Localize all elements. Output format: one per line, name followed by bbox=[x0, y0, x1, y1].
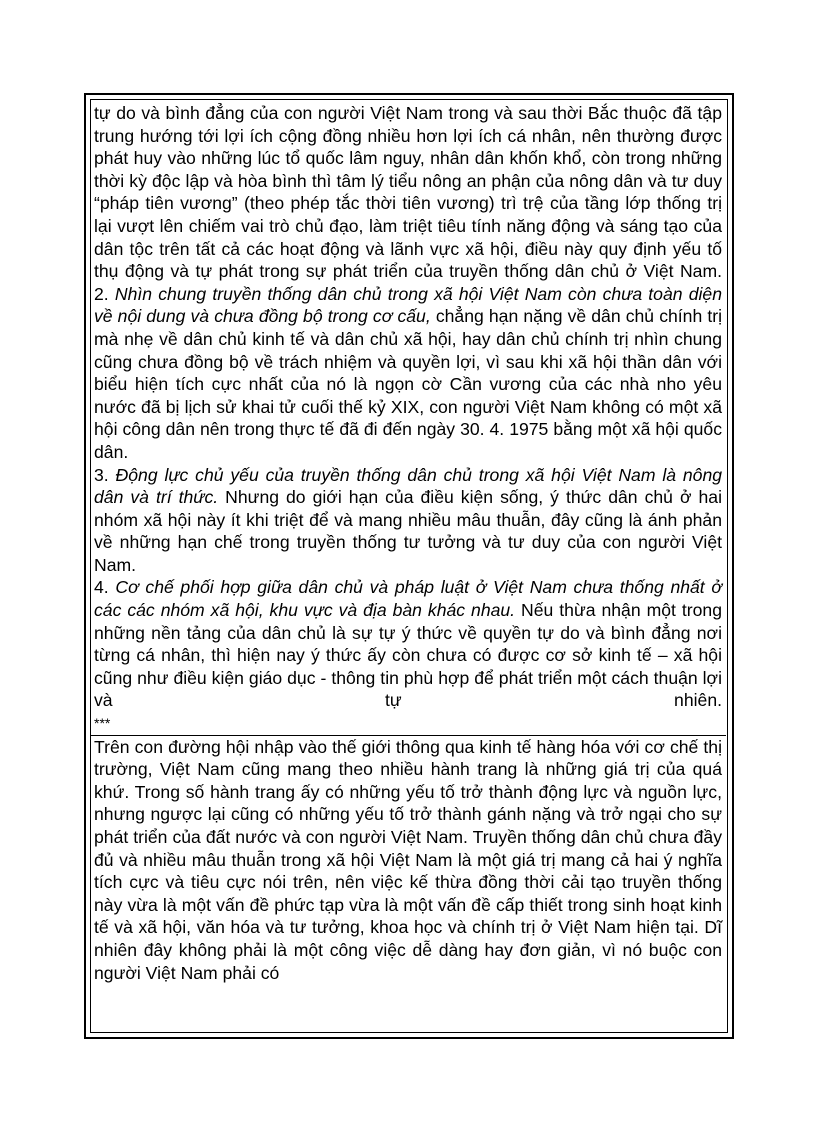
paragraph-4-text: Nếu thừa nhận một trong những nền tảng của dân chủ là sự tự ý thức về quyền tự do và bình đẳng nơi từng cá nhân, thì hiện nay ý thức ấy còn chưa có được cơ sở kinh tế – xã hội cũng như điều kiện giáo dục - thông tin phù hợp để phát triển một cách thuận lợi và tự nhiên. bbox=[94, 600, 722, 711]
paragraph-4-heading: Cơ chế phối hợp giữa dân chủ và pháp luật ở Việt Nam chưa thống nhất ở các các nhóm xã hội, khu vực và địa bàn khác nhau. bbox=[94, 577, 723, 621]
paragraph-3 bbox=[94, 464, 722, 577]
paragraph-2 bbox=[94, 283, 722, 464]
paragraph-3-heading: Động lực chủ yếu của truyền thống dân chủ trong xã hội Việt Nam là nông dân và trí thức. bbox=[94, 464, 723, 508]
paragraph-4 bbox=[94, 576, 722, 712]
paragraph-2-number: 2. bbox=[94, 283, 109, 304]
section-separator: *** bbox=[94, 715, 111, 732]
paragraph-3-number: 3. bbox=[94, 464, 109, 485]
document-body bbox=[94, 102, 722, 984]
paragraph-4-number: 4. bbox=[94, 577, 109, 598]
paragraph-2-text: chẳng hạn nặng về dân chủ chính trị mà nhẹ về dân chủ kinh tế và dân chủ xã hội, hay dân chủ chính trị nhìn chung cũng chưa đồng bộ về trách nhiệm và quyền lợi, vì sau khi xã hội thần dân với biểu hiện tích cực nhất của nó là ngọn cờ Cần vương của các nhà nho yêu nước đã bị lịch sử khai tử cuối thế kỷ XIX, con người Việt Nam không có một xã hội công dân nên trong thực tế đã đi đến ngày 30. 4. 1975 bằng một xã hội quốc dân. bbox=[94, 306, 722, 462]
paragraph-2-heading: Nhìn chung truyền thống dân chủ trong xã hội Việt Nam còn chưa toàn diện về nội dung và chưa đồng bộ trong cơ cấu, bbox=[94, 283, 722, 327]
paragraph-1 bbox=[94, 102, 722, 283]
paragraph-3-text: Nhưng do giới hạn của điều kiện sống, ý thức dân chủ ở hai nhóm xã hội này ít khi triệt để và mang nhiều mâu thuẫn, đây cũng là ánh phản về những hạn chế trong truyền thống tư tưởng và tư duy của con người Việt Nam. bbox=[94, 487, 723, 575]
paragraph-1-text: tự do và bình đẳng của con người Việt Nam trong và sau thời Bắc thuộc đã tập trung hướng tới lợi ích cộng đồng nhiều hơn lợi ích cá nhân, nên thường được phát huy vào những lúc tổ quốc lâm nguy, nhân dân khốn khổ, còn trong những thời kỳ độc lập và hòa bình thì tâm lý tiểu nông an phận của nông dân và tư duy “pháp tiên vương” (theo phép tắc thời tiên vương) trì trệ của tầng lớp thống trị lại vượt lên chiếm vai trò chủ đạo, làm triệt tiêu tính năng động và sáng tạo của dân tộc trên tất cả các hoạt động và lãnh vực xã hội, điều này quy định yếu tố thụ động và tự phát trong sự phát triển của truyền thống dân chủ ở Việt Nam. bbox=[94, 103, 722, 282]
closing-paragraph: Trên con đường hội nhập vào thế giới thông qua kinh tế hàng hóa với cơ chế thị trường, Việt Nam cũng mang theo nhiều hành trang là những giá trị của quá khứ. Trong số hành trang ấy có những yếu tố trở thành động lực và nguồn lực, nhưng ngược lại cũng có những yếu tố trở thành gánh nặng và trở ngại cho sự phát triển của đất nước và con người Việt Nam. Truyền thống dân chủ chưa đầy đủ và nhiều mâu thuẫn trong xã hội Việt Nam là một giá trị mang cả hai ý nghĩa tích cực và tiêu cực nói trên, nên việc kế thừa đồng thời cải tạo truyền thống này vừa là một vấn đề phức tạp vừa là một vấn đề cấp thiết trong sinh hoạt kinh tế và xã hội, văn hóa và tư tưởng, khoa học và chính trị ở Việt Nam hiện tại. Dĩ nhiên đây không phải là một công việc dễ dàng hay đơn giản, vì nó buộc con người Việt Nam phải có bbox=[94, 736, 722, 983]
